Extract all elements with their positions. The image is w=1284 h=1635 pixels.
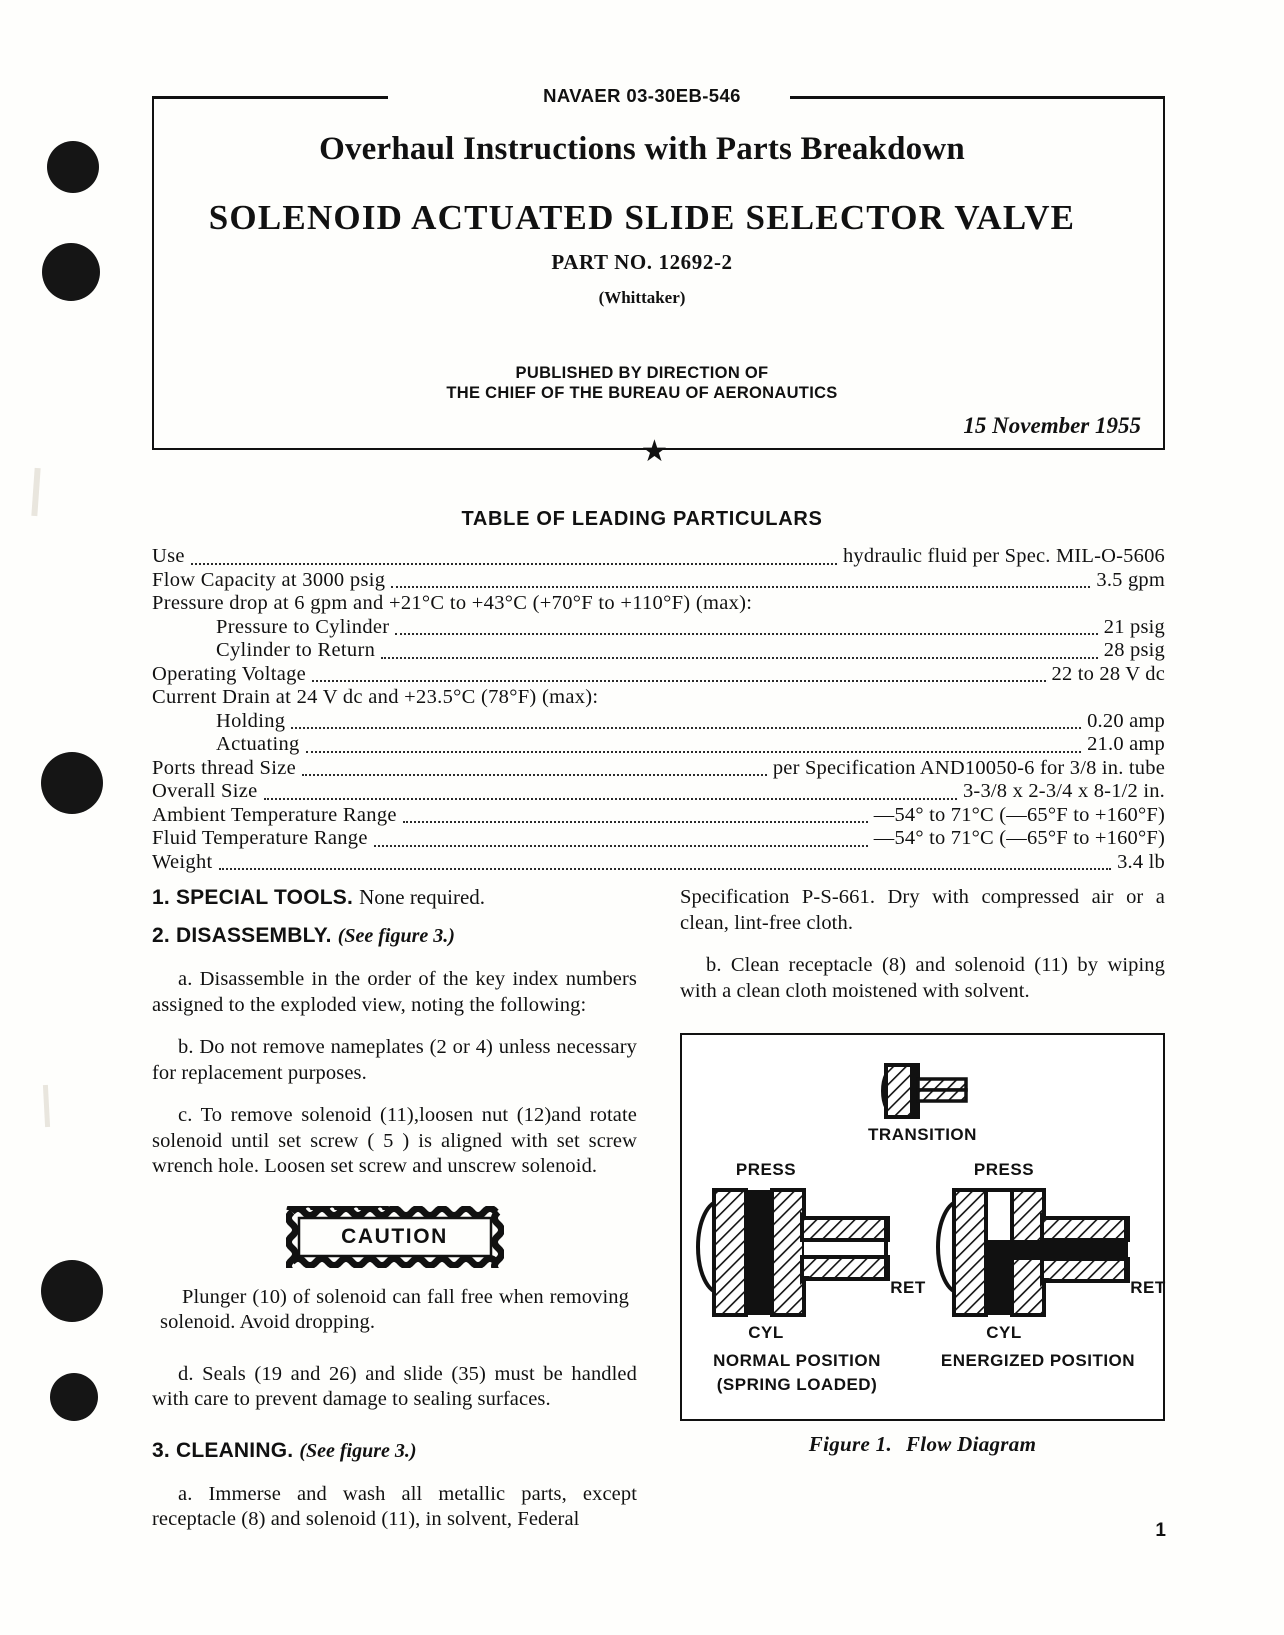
table-row-leader bbox=[302, 774, 767, 776]
punch-hole bbox=[50, 1373, 98, 1421]
paragraph-3a-continued: Specification P-S-661. Dry with compressed air or a clean, lint-free cloth. bbox=[680, 886, 1165, 934]
section-heading-special-tools bbox=[152, 885, 637, 910]
table-row-leader bbox=[306, 751, 1082, 753]
left-press-label: PRESS bbox=[735, 1160, 797, 1179]
table-row bbox=[152, 710, 1165, 734]
publication-date: 15 November 1955 bbox=[963, 413, 1141, 438]
right-text-column bbox=[680, 885, 1165, 1004]
table-row-label: Ambient Temperature Range bbox=[152, 803, 397, 826]
punch-hole bbox=[41, 1260, 103, 1322]
caution-box-wrapper bbox=[152, 1206, 637, 1268]
document-subtitle: Overhaul Instructions with Parts Breakdown bbox=[319, 131, 965, 167]
publisher-line-1: PUBLISHED BY DIRECTION OF bbox=[515, 364, 769, 382]
table-row bbox=[152, 757, 1165, 781]
table-row-label: Overall Size bbox=[152, 780, 258, 802]
right-ret-label: RET bbox=[1130, 1278, 1166, 1297]
table-row-leader bbox=[291, 727, 1081, 729]
navaer-number: NAVAER 03-30EB-546 bbox=[543, 85, 741, 106]
right-press-label: PRESS bbox=[973, 1160, 1035, 1179]
table-row-label: Flow Capacity at 3000 psig bbox=[152, 568, 386, 591]
table-row-value: 3-3/8 x 2-3/4 x 8-1/2 in. bbox=[962, 780, 1165, 802]
section-title: DISASSEMBLY. bbox=[175, 924, 332, 947]
caution-label: CAUTION bbox=[341, 1224, 448, 1248]
paragraph-3a: a. Immerse and wash all metallic parts, except receptacle (8) and solenoid (11), in solvent, Federal bbox=[152, 1482, 637, 1530]
table-row-leader bbox=[264, 798, 957, 800]
table-row bbox=[152, 780, 1165, 804]
table-row bbox=[152, 733, 1165, 757]
transition-label: TRANSITION bbox=[868, 1125, 977, 1144]
table-row-value: per Specification AND10050-6 for 3/8 in. tube bbox=[772, 756, 1165, 779]
right-cyl-label: CYL bbox=[986, 1323, 1022, 1342]
star-icon: ★ bbox=[641, 435, 668, 468]
left-cyl-label: CYL bbox=[748, 1323, 784, 1342]
section-number: 2. bbox=[152, 924, 170, 947]
table-row-leader bbox=[191, 563, 837, 565]
table-row bbox=[152, 686, 1165, 710]
table-row bbox=[152, 569, 1165, 593]
table-row-leader bbox=[219, 868, 1112, 870]
part-number: PART NO. 12692-2 bbox=[551, 250, 733, 274]
section-number: 3. bbox=[152, 1438, 170, 1462]
table-row-value: 3.4 lb bbox=[1117, 850, 1165, 873]
paragraph-2a: a. Disassemble in the order of the key index numbers assigned to the exploded view, noting the following: bbox=[152, 968, 637, 1016]
table-heading: TABLE OF LEADING PARTICULARS bbox=[461, 508, 823, 530]
left-ret-label: RET bbox=[890, 1278, 926, 1297]
page-number: 1 bbox=[1155, 1520, 1166, 1541]
section-number: 1. bbox=[152, 886, 170, 909]
punch-hole bbox=[41, 752, 103, 814]
table-row-value: 0.20 amp bbox=[1087, 709, 1165, 732]
transition-symbol-icon bbox=[883, 1065, 966, 1117]
paragraph-3b: b. Clean receptacle (8) and solenoid (11) by wiping with a clean cloth moistened with solvent. bbox=[680, 954, 1165, 1002]
section-title: CLEANING. bbox=[175, 1438, 294, 1462]
section-inline-text: None required. bbox=[359, 885, 486, 909]
table-row bbox=[152, 592, 1165, 616]
table-row bbox=[152, 545, 1165, 569]
publisher-block bbox=[0, 363, 1284, 403]
table-row bbox=[152, 851, 1165, 875]
table-row-value: —54° to 71°C (—65°F to +160°F) bbox=[873, 803, 1165, 826]
figure-reference: (See figure 3.) bbox=[337, 925, 455, 947]
table-row bbox=[152, 663, 1165, 687]
table-row-leader bbox=[395, 633, 1097, 635]
table-row-leader bbox=[381, 657, 1098, 659]
page-title: SOLENOID ACTUATED SLIDE SELECTOR VALVE bbox=[208, 198, 1076, 237]
left-caption-line-2: (SPRING LOADED) bbox=[716, 1375, 878, 1394]
table-row-label: Pressure to Cylinder bbox=[216, 615, 390, 638]
table-row-leader bbox=[403, 821, 868, 823]
table-row-label: Use bbox=[152, 545, 185, 567]
valve-energized-position-graphic bbox=[938, 1190, 1128, 1315]
section-heading-disassembly bbox=[152, 924, 637, 948]
figure-caption bbox=[680, 1432, 1165, 1457]
page-artifact bbox=[43, 1085, 50, 1127]
table-row-label: Ports thread Size bbox=[152, 756, 297, 779]
table-row-value: 3.5 gpm bbox=[1096, 568, 1165, 591]
table-row bbox=[152, 639, 1165, 663]
table-row-value: 22 to 28 V dc bbox=[1051, 662, 1165, 685]
figure-reference: (See figure 3.) bbox=[299, 1439, 417, 1462]
left-caption-line-1: NORMAL POSITION bbox=[713, 1351, 881, 1370]
caution-box bbox=[286, 1206, 504, 1268]
table-row-leader bbox=[374, 845, 868, 847]
paragraph-2c: c. To remove solenoid (11),loosen nut (12)and rotate solenoid until set screw ( 5 ) is aligned with set screw wrench hole. Loosen set screw and unscrew solenoid. bbox=[152, 1104, 637, 1177]
table-row-label: Cylinder to Return bbox=[216, 639, 376, 661]
section-title: SPECIAL TOOLS. bbox=[175, 886, 354, 909]
table-row-label: Weight bbox=[152, 850, 213, 873]
right-caption-line-1: ENERGIZED POSITION bbox=[940, 1351, 1136, 1370]
section-heading-cleaning bbox=[152, 1439, 637, 1463]
valve-normal-position-graphic bbox=[698, 1190, 888, 1315]
figure-caption-title: Flow Diagram bbox=[906, 1432, 1037, 1456]
left-text-column bbox=[152, 885, 637, 1533]
table-row-value: —54° to 71°C (—65°F to +160°F) bbox=[873, 827, 1165, 849]
table-row bbox=[152, 616, 1165, 640]
table-row-label: Operating Voltage bbox=[152, 662, 307, 685]
paragraph-2b: b. Do not remove nameplates (2 or 4) unless necessary for replacement purposes. bbox=[152, 1036, 637, 1084]
table-row-label: Pressure drop at 6 gpm and +21°C to +43°C (+70°F to +110°F) (max): bbox=[152, 592, 753, 614]
leading-particulars-table bbox=[152, 545, 1165, 874]
table-row-leader bbox=[312, 680, 1045, 682]
table-row-leader bbox=[391, 586, 1090, 588]
caution-text: Plunger (10) of solenoid can fall free when removing solenoid. Avoid dropping. bbox=[160, 1285, 629, 1333]
paragraph-2d: d. Seals (19 and 26) and slide (35) must be handled with care to prevent damage to sealing surfaces. bbox=[152, 1362, 637, 1410]
publisher-line-2: THE CHIEF OF THE BUREAU OF AERONAUTICS bbox=[446, 384, 838, 402]
vendor-name: (Whittaker) bbox=[598, 288, 686, 307]
table-row-value: 28 psig bbox=[1103, 639, 1165, 661]
table-row-label: Actuating bbox=[216, 733, 300, 755]
table-row-label: Current Drain at 24 V dc and +23.5°C (78°F) (max): bbox=[152, 686, 599, 708]
figure-1-flow-diagram bbox=[680, 1033, 1165, 1421]
table-row-value: 21 psig bbox=[1103, 615, 1165, 638]
table-row-value: 21.0 amp bbox=[1087, 733, 1165, 755]
table-row bbox=[152, 804, 1165, 828]
table-row-label: Holding bbox=[216, 709, 286, 732]
figure-caption-number: Figure 1. bbox=[808, 1432, 892, 1456]
table-row-label: Fluid Temperature Range bbox=[152, 827, 368, 849]
table-row-value: hydraulic fluid per Spec. MIL-O-5606 bbox=[842, 545, 1165, 567]
table-row bbox=[152, 827, 1165, 851]
